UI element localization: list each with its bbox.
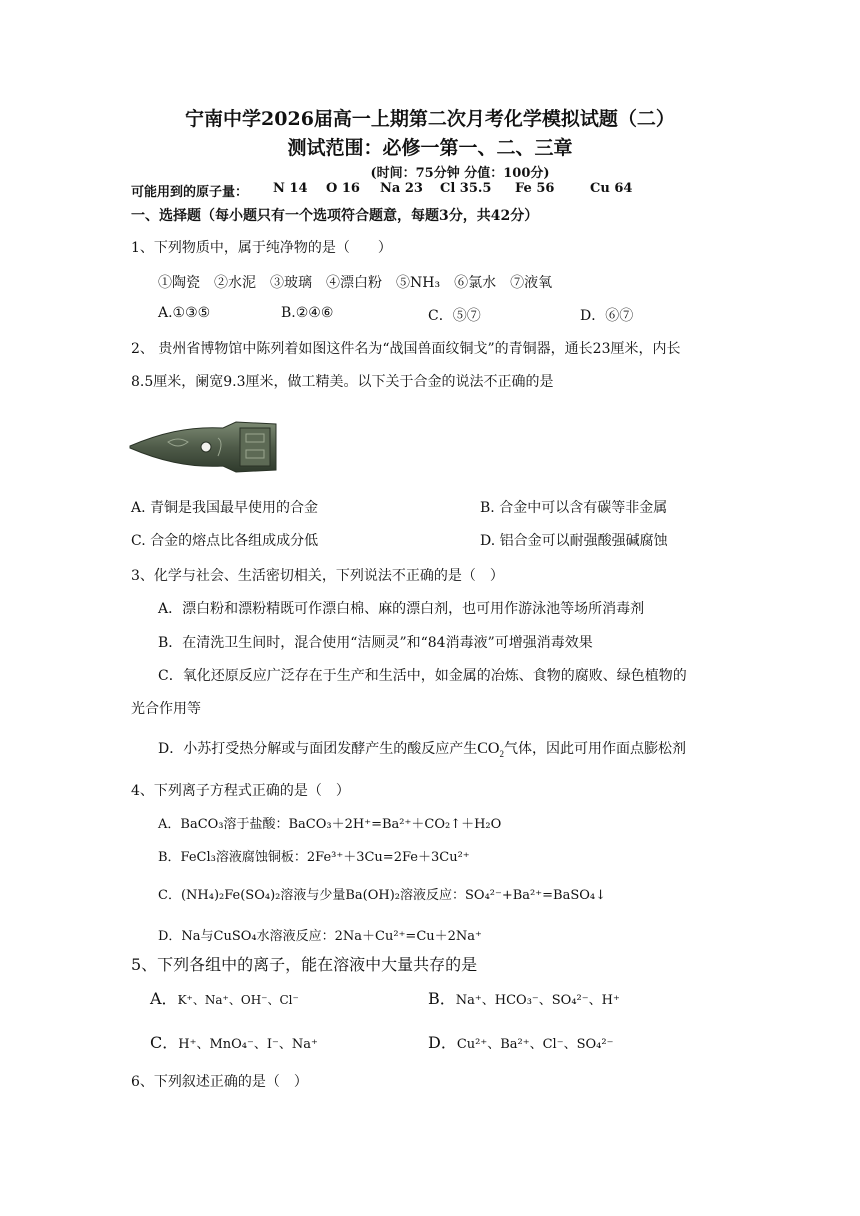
option-d-ions: Cu²⁺、Ba²⁺、Cl⁻、SO₄²⁻ [456,1037,614,1052]
question-4-option-c: C．(NH₄)₂Fe(SO₄)₂溶液与少量Ba(OH)₂溶液反应：SO₄²⁻+Ba²⁺=BaSO₄↓ [158,888,606,903]
atomic-mass-label: 可能用到的原子量： [131,185,249,200]
option-a-label: A． [150,989,178,1008]
question-1-option-a: A.①③⑤ [158,305,211,321]
question-5-option-c [150,1030,318,1053]
question-2-option-b: B. 合金中可以含有碳等非金属 [480,500,668,516]
atomic-mass-fe: Fe 56 [515,181,555,196]
question-5-option-a [150,986,299,1009]
question-2-stem-line1: 2、 贵州省博物馆中陈列着如图这件名为“战国兽面纹铜戈”的青铜器，通长23厘米，内长 [131,341,681,357]
question-4-option-d: D．Na与CuSO₄水溶液反应：2Na＋Cu²⁺=Cu＋2Na⁺ [158,929,482,944]
question-1-option-c: C．⑤⑦ [428,308,481,324]
option-a-ions: K⁺、Na⁺、OH⁻、Cl⁻ [177,993,299,1007]
question-5-option-b [428,986,620,1009]
question-3-option-d-post: 气体，因此可用作面点膨松剂 [503,741,686,757]
question-3-stem: 3、化学与社会、生活密切相关，下列说法不正确的是（ ） [131,568,504,584]
atomic-mass-cl: Cl 35.5 [440,181,492,196]
atomic-mass-na: Na 23 [380,181,423,196]
question-3-option-b: B．在清洗卫生间时，混合使用“洁厕灵”和“84消毒液”可增强消毒效果 [158,635,593,651]
atomic-mass-n: N 14 [273,181,308,196]
option-c-label: C． [150,1033,179,1052]
question-3-option-c-line1: C．氧化还原反应广泛存在于生产和生活中，如金属的冶炼、食物的腐败、绿色植物的 [158,668,687,684]
option-b-label: B． [428,989,456,1008]
atomic-mass-cu: Cu 64 [590,181,633,196]
section-title: 一、选择题（每小题只有一个选项符合题意，每题3分，共42分） [131,208,539,224]
question-6-stem: 6、下列叙述正确的是（ ） [131,1074,308,1090]
question-1-stem: 1、下列物质中，属于纯净物的是（ ） [131,240,392,256]
question-3-option-c-line2: 光合作用等 [131,701,201,717]
question-5-option-d [428,1030,613,1053]
atomic-mass-o: O 16 [326,181,360,196]
exam-scope: 测试范围：必修一第一、二、三章 [287,137,573,159]
question-2-stem-line2: 8.5厘米，阑宽9.3厘米，做工精美。以下关于合金的说法不正确的是 [131,374,554,390]
question-4-option-b: B．FeCl₃溶液腐蚀铜板：2Fe³⁺＋3Cu=2Fe＋3Cu²⁺ [158,850,470,865]
option-d-label: D． [428,1033,457,1052]
question-2-option-a: A. 青铜是我国最早使用的合金 [131,500,319,516]
question-1-option-b: B.②④⑥ [281,305,334,321]
co2-formula: $CO_2$ [477,740,504,760]
question-2-option-d: D. 铝合金可以耐强酸强碱腐蚀 [480,533,668,549]
option-b-ions: Na⁺、HCO₃⁻、SO₄²⁻、H⁺ [455,993,620,1008]
question-3-option-d-pre: D．小苏打受热分解或与面团发酵产生的酸反应产生 [158,741,478,757]
question-4-stem: 4、下列离子方程式正确的是（ ） [131,783,350,799]
exam-time-score: (时间：75分钟 分值：100分) [370,166,550,181]
question-3-option-a: A．漂白粉和漂粉精既可作漂白棉、麻的漂白剂，也可用作游泳池等场所消毒剂 [158,601,645,617]
question-5-stem: 5、下列各组中的离子，能在溶液中大量共存的是 [131,955,478,974]
exam-title: 宁南中学2026届高一上期第二次月考化学模拟试题（二） [185,108,675,130]
bronze-ge-image [128,416,278,478]
question-2-option-c: C. 合金的熔点比各组成成分低 [131,533,319,549]
question-3-option-d [158,738,686,759]
question-1-option-d: D．⑥⑦ [580,308,634,324]
question-1-items: ①陶瓷 ②水泥 ③玻璃 ④漂白粉 ⑤NH₃ ⑥氯水 ⑦液氧 [158,275,553,291]
option-c-ions: H⁺、MnO₄⁻、I⁻、Na⁺ [178,1037,318,1052]
question-4-option-a: A．BaCO₃溶于盐酸：BaCO₃＋2H⁺=Ba²⁺＋CO₂↑＋H₂O [158,817,502,832]
